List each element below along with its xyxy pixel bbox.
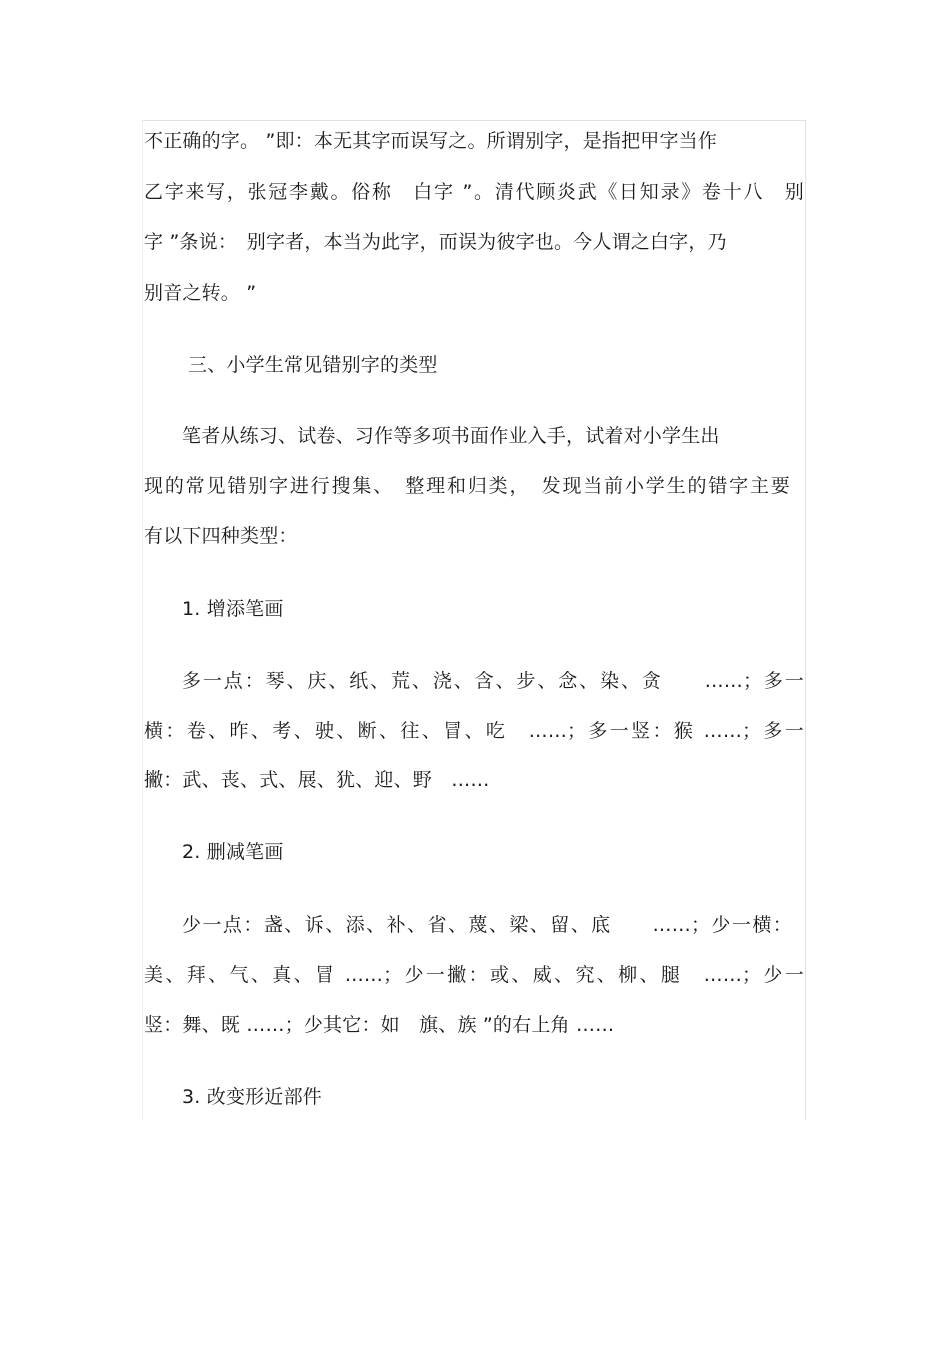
text-line-15: 美、拜、气、真、冒 ……；少一撇：或、威、究、柳、腿 ……；少一: [144, 964, 804, 986]
text-line-7: 现的常见错别字进行搜集、 整理和归类， 发现当前小学生的错字主要: [144, 475, 790, 497]
text-line-6: 笔者从练习、试卷、习作等多项书面作业入手，试着对小学生出: [182, 425, 720, 447]
text-line-4: 别音之转。 ”: [144, 282, 257, 304]
text-line-14: 少一点：盏、诉、添、补、省、蔑、梁、留、底 ……；少一横：: [182, 914, 792, 936]
text-line-2: 乙字来写，张冠李戴。俗称 白字 ”。清代顾炎武《日知录》卷十八 别: [144, 181, 804, 203]
text-line-11: 横：卷、昨、考、驶、断、往、冒、吃 ……；多一竖：猴 ……；多一: [144, 720, 804, 742]
text-line-8: 有以下四种类型：: [144, 525, 298, 547]
subheading-change-components: 3. 改变形近部件: [182, 1086, 322, 1108]
section-heading-types: 三、小学生常见错别字的类型: [188, 354, 438, 376]
subheading-add-strokes: 1. 增添笔画: [182, 598, 284, 620]
text-line-10: 多一点：琴、庆、纸、荒、浇、含、步、念、染、贪 ……；多一: [182, 670, 804, 692]
text-line-3: 字 ”条说： 别字者，本当为此字，而误为彼字也。今人谓之白字，乃: [144, 231, 727, 253]
text-line-1: 不正确的字。 ”即：本无其字而误写之。所谓别字，是指把甲字当作: [144, 130, 718, 152]
text-line-12: 撇：武、丧、式、展、犹、迎、野 ……: [144, 769, 490, 791]
text-line-16: 竖：舞、既 ……；少其它：如 旗、族 ”的右上角 ……: [144, 1014, 615, 1036]
subheading-remove-strokes: 2. 删减笔画: [182, 841, 284, 863]
